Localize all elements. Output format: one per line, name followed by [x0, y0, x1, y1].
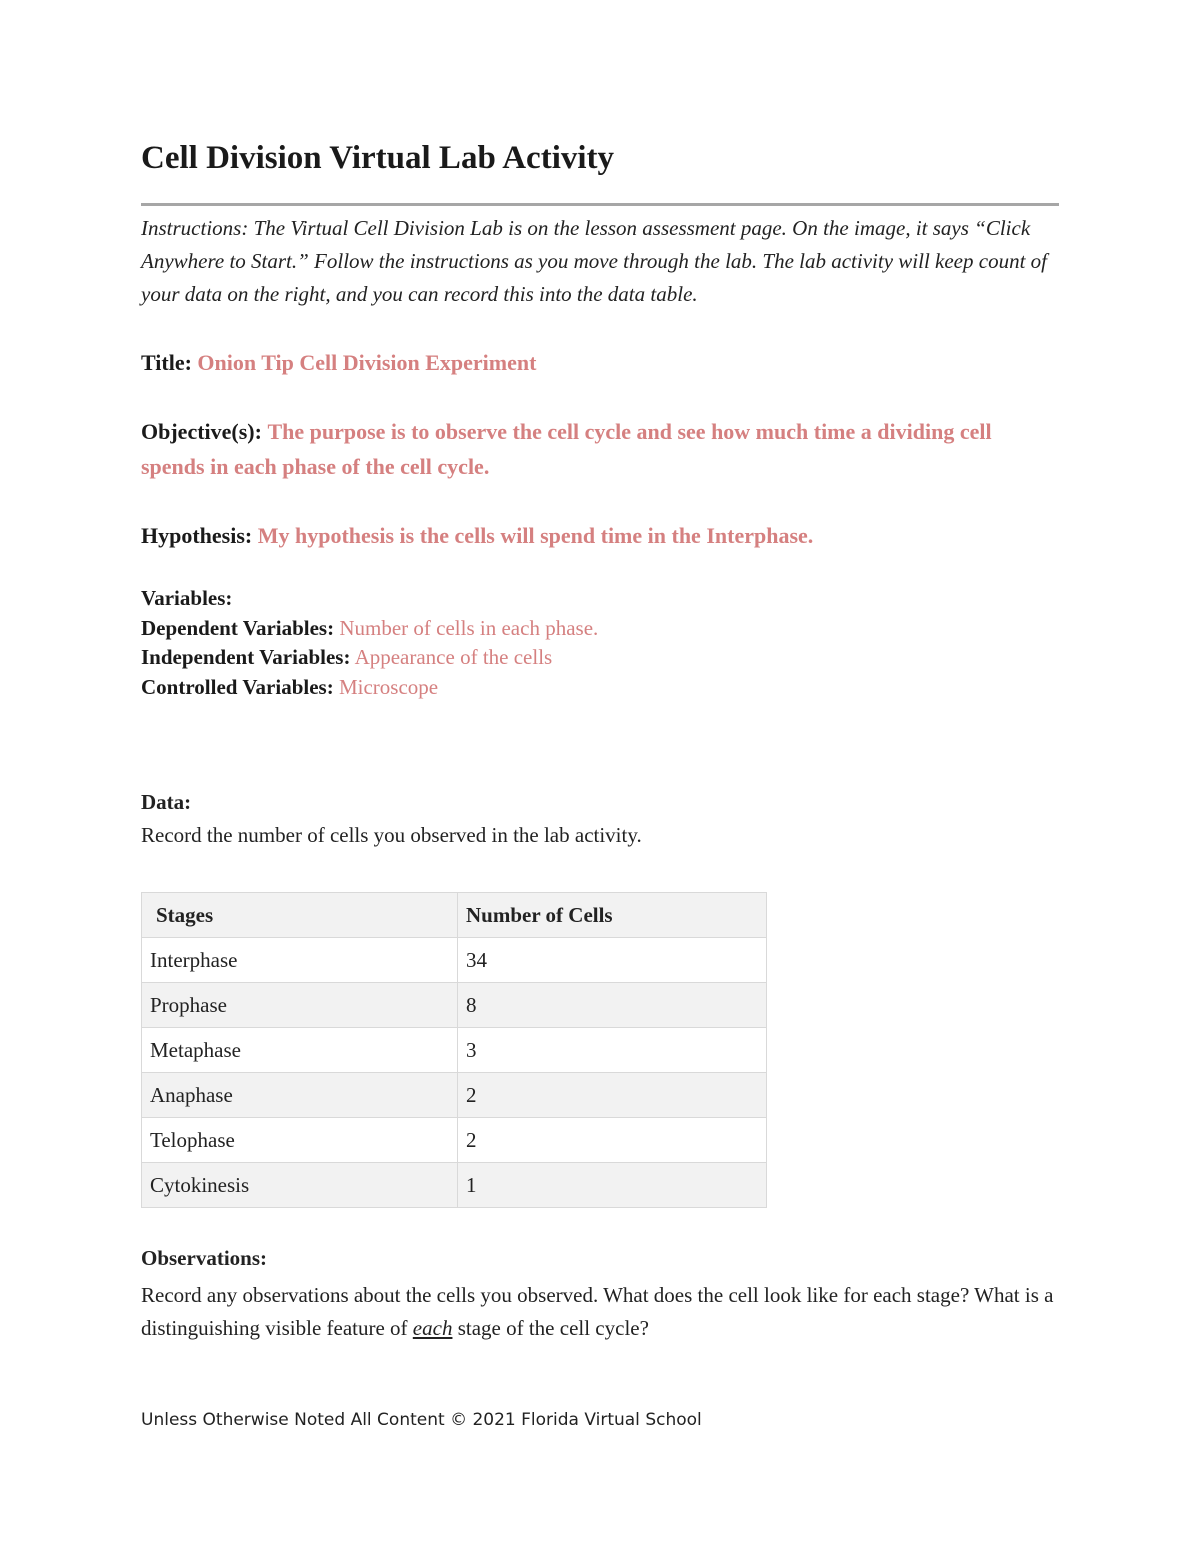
instructions-text: Instructions: The Virtual Cell Division Lab is on the lesson assessment page. On the image, it says “Click Anywhere to Start.” Follow the instructions as you move through the lab. The lab activity will keep count of your data on the right, and you can record this into the data table.	[141, 216, 1047, 306]
stage-cell: Prophase	[142, 983, 458, 1028]
table-header-stages: Stages	[142, 893, 458, 938]
data-description: Record the number of cells you observed in the lab activity.	[141, 823, 642, 847]
table-row	[142, 1028, 767, 1073]
observations-heading: Observations:	[141, 1246, 267, 1270]
variables-section	[141, 584, 598, 702]
table-header-row	[142, 893, 767, 938]
page-title: Cell Division Virtual Lab Activity	[141, 140, 615, 176]
count-cell: 34	[458, 938, 767, 983]
table-row	[142, 938, 767, 983]
count-cell: 2	[458, 1073, 767, 1118]
stage-cell: Metaphase	[142, 1028, 458, 1073]
table-row	[142, 1118, 767, 1163]
title-divider	[141, 203, 1059, 206]
independent-variables-value: Appearance of the cells	[354, 645, 553, 670]
stage-cell: Telophase	[142, 1118, 458, 1163]
independent-variables-label: Independent Variables:	[141, 645, 351, 670]
document-page	[141, 0, 1059, 1553]
table-row	[142, 1073, 767, 1118]
title-field-label: Title:	[141, 350, 192, 375]
cell-count-table	[141, 892, 767, 1208]
observations-text	[141, 1279, 1059, 1345]
stage-cell: Interphase	[142, 938, 458, 983]
objective-label: Objective(s):	[141, 419, 262, 444]
stage-cell: Cytokinesis	[142, 1163, 458, 1208]
objective-value: The purpose is to observe the cell cycle and see how much time a dividing cell spends in each phase of the cell cycle.	[141, 419, 992, 479]
stage-cell: Anaphase	[142, 1073, 458, 1118]
table-row	[142, 1163, 767, 1208]
observations-text-before: Record any observations about the cells you observed. What does the cell look like for each stage? What is a distinguishing visible feature of	[141, 1283, 1054, 1340]
controlled-variables-value: Microscope	[338, 674, 439, 699]
copyright-footer: Unless Otherwise Noted All Content © 2021 Florida Virtual School	[141, 1410, 702, 1430]
count-cell: 1	[458, 1163, 767, 1208]
hypothesis-label: Hypothesis:	[141, 523, 253, 548]
hypothesis-value: My hypothesis is the cells will spend time in the Interphase.	[257, 523, 814, 548]
hypothesis-field	[141, 518, 1059, 553]
title-field-value: Onion Tip Cell Division Experiment	[197, 350, 537, 375]
dependent-variables-label: Dependent Variables:	[141, 615, 335, 640]
title-field	[141, 345, 1059, 380]
count-cell: 8	[458, 983, 767, 1028]
observations-text-after: stage of the cell cycle?	[452, 1316, 649, 1340]
controlled-variables-label: Controlled Variables:	[141, 674, 334, 699]
variables-heading: Variables:	[141, 586, 233, 610]
table-header-number-of-cells: Number of Cells	[458, 893, 767, 938]
count-cell: 2	[458, 1118, 767, 1163]
count-cell: 3	[458, 1028, 767, 1073]
objective-field	[141, 414, 1059, 484]
data-heading: Data:	[141, 790, 192, 814]
dependent-variables-value: Number of cells in each phase.	[339, 615, 599, 640]
observations-emphasis: each	[412, 1316, 453, 1340]
table-row	[142, 983, 767, 1028]
